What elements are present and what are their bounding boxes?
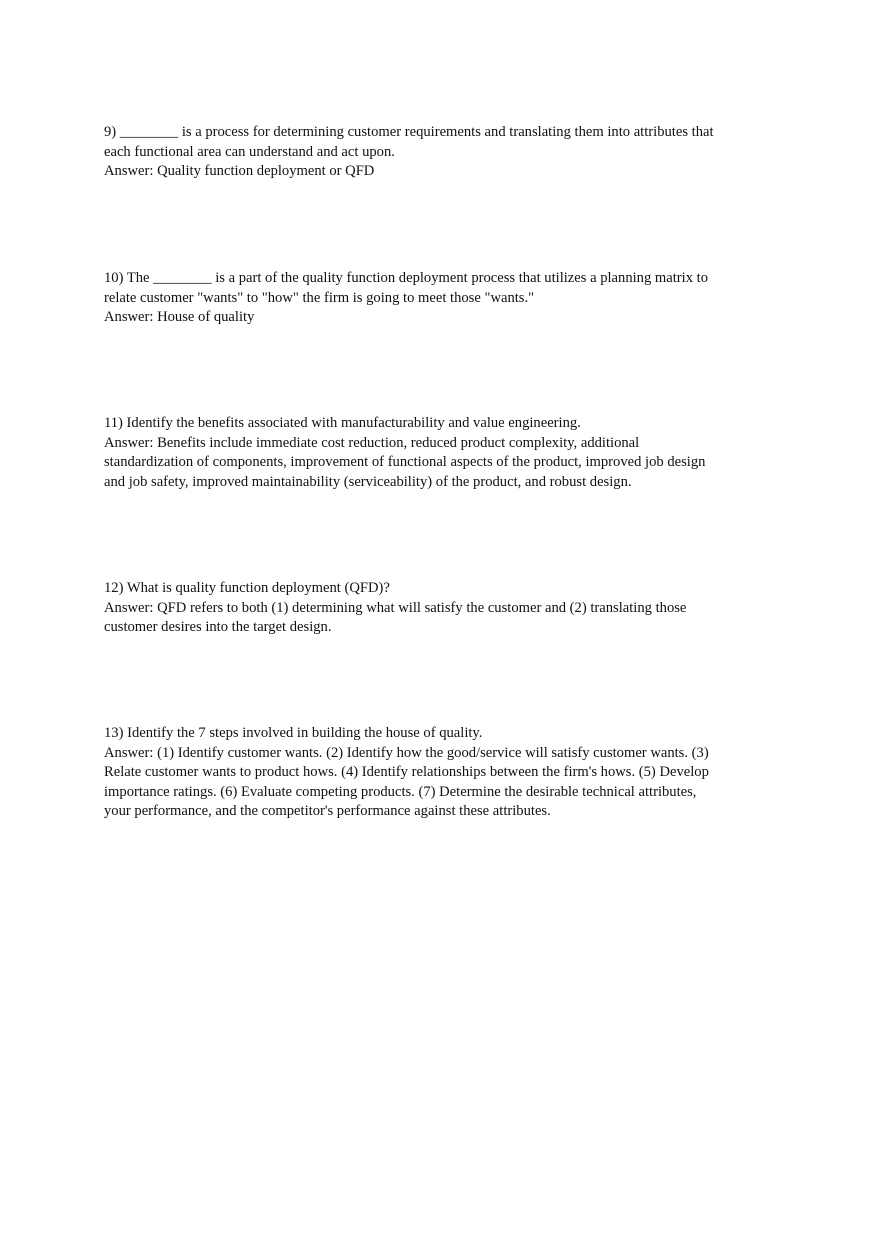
question-12 [104, 579, 744, 638]
question-text: 10) The ________ is a part of the quality function deployment process that utilizes a planning matrix to [104, 270, 709, 286]
question-13 [104, 724, 744, 822]
question-11 [104, 414, 744, 492]
question-9 [104, 123, 744, 182]
answer-text: and job safety, improved maintainability (serviceability) of the product, and robust design. [104, 473, 632, 490]
question-text: 13) Identify the 7 steps involved in building the house of quality. [104, 725, 483, 741]
answer-text: standardization of components, improvement of functional aspects of the product, improved job design [104, 454, 706, 471]
question-text: each functional area can understand and act upon. [104, 143, 395, 160]
answer-text: Relate customer wants to product hows. (4) Identify relationships between the firm's hows. (5) Develop [104, 764, 709, 781]
answer-text: your performance, and the competitor's performance against these attributes. [104, 803, 551, 820]
question-text: relate customer "wants" to "how" the firm is going to meet those "wants." [104, 289, 535, 306]
question-text: 11) Identify the benefits associated with manufacturability and value engineering. [104, 415, 581, 431]
answer-text: Answer: Benefits include immediate cost reduction, reduced product complexity, additional [104, 434, 640, 451]
answer-text: importance ratings. (6) Evaluate competing products. (7) Determine the desirable technical attributes, [104, 783, 697, 800]
answer-text: Answer: (1) Identify customer wants. (2) Identify how the good/service will satisfy customer wants. (3) [104, 744, 709, 761]
answer-text: customer desires into the target design. [104, 619, 332, 636]
question-text: 12) What is quality function deployment (QFD)? [104, 580, 390, 596]
answer-text: Answer: Quality function deployment or QFD [104, 163, 375, 180]
question-10 [104, 269, 744, 328]
answer-text: Answer: QFD refers to both (1) determining what will satisfy the customer and (2) translating those [104, 599, 687, 616]
answer-text: Answer: House of quality [104, 309, 255, 326]
question-text: 9) ________ is a process for determining customer requirements and translating them into attributes that [104, 124, 714, 140]
